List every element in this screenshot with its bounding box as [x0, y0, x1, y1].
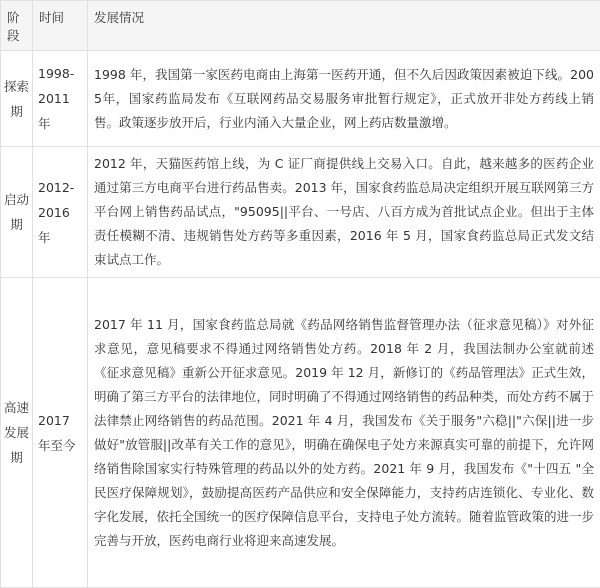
description-cell: 2012 年，天猫医药馆上线，为 C 证厂商提供线上交易入口。自此，越来越多的医药企业通过第三方电商平台进行药品售卖。2013 年，国家食药监总局决定组织开展互联网第三方平台网上销售药品试点，"95095||平台、一号店、八百方成为首批试点企业。但出于主体责任模糊不清、违规销售处方药等多重因素，2016 年 5 月，国家食药监总局正式发文结束试点工作。 — [88, 147, 600, 278]
description-cell: 1998 年，我国第一家医药电商由上海第一医药开通，但不久后因政策因素被迫下线。2005年，国家药监局发布《互联网药品交易服务审批暂行规定》，正式放开非处方药线上销售。政策逐步放开后，行业内涌入大量企业，网上药店数量激增。 — [88, 51, 600, 147]
stage-cell: 启动期 — [1, 147, 33, 278]
table-row — [1, 51, 600, 147]
header-description: 发展情况 — [88, 1, 600, 51]
header-period: 时间 — [33, 1, 88, 51]
period-cell: 1998-2011年 — [33, 51, 88, 147]
period-cell: 2017年至今 — [33, 278, 88, 588]
header-row — [1, 1, 600, 51]
stage-cell: 高速发展期 — [1, 278, 33, 588]
table-row — [1, 147, 600, 278]
header-stage: 阶段 — [1, 1, 33, 51]
table-row — [1, 278, 600, 588]
description-cell: 2017 年 11 月，国家食药监总局就《药品网络销售监督管理办法（征求意见稿）》对外征求意见，意见稿要求不得通过网络销售处方药。2018 年 2 月，我国法制办公室就前述《征求意见稿》重新公开征求意见。2019 年 12 月，新修订的《药品管理法》正式生效，明确了第三方平台的法律地位，同时明确了不得通过网络销售的药品种类，而处方药不属于法律禁止网络销售的药品范围。2021 年 4 月，我国发布《关于服务"六稳||"六保||进一步做好"放管服||改革有关工作的意见》，明确在确保电子处方来源真实可靠的前提下，允许网络销售除国家实行特殊管理的药品以外的处方药。2021 年 9 月，我国发布《"十四五 "全民医疗保障规划》，鼓励提高医药产品供应和安全保障能力，支持药店连锁化、专业化、数字化发展，依托全国统一的医疗保障信息平台，支持电子处方流转。随着监管政策的进一步完善与开放，医药电商行业将迎来高速发展。 — [88, 278, 600, 588]
stage-cell: 探索期 — [1, 51, 33, 147]
period-cell: 2012-2016年 — [33, 147, 88, 278]
